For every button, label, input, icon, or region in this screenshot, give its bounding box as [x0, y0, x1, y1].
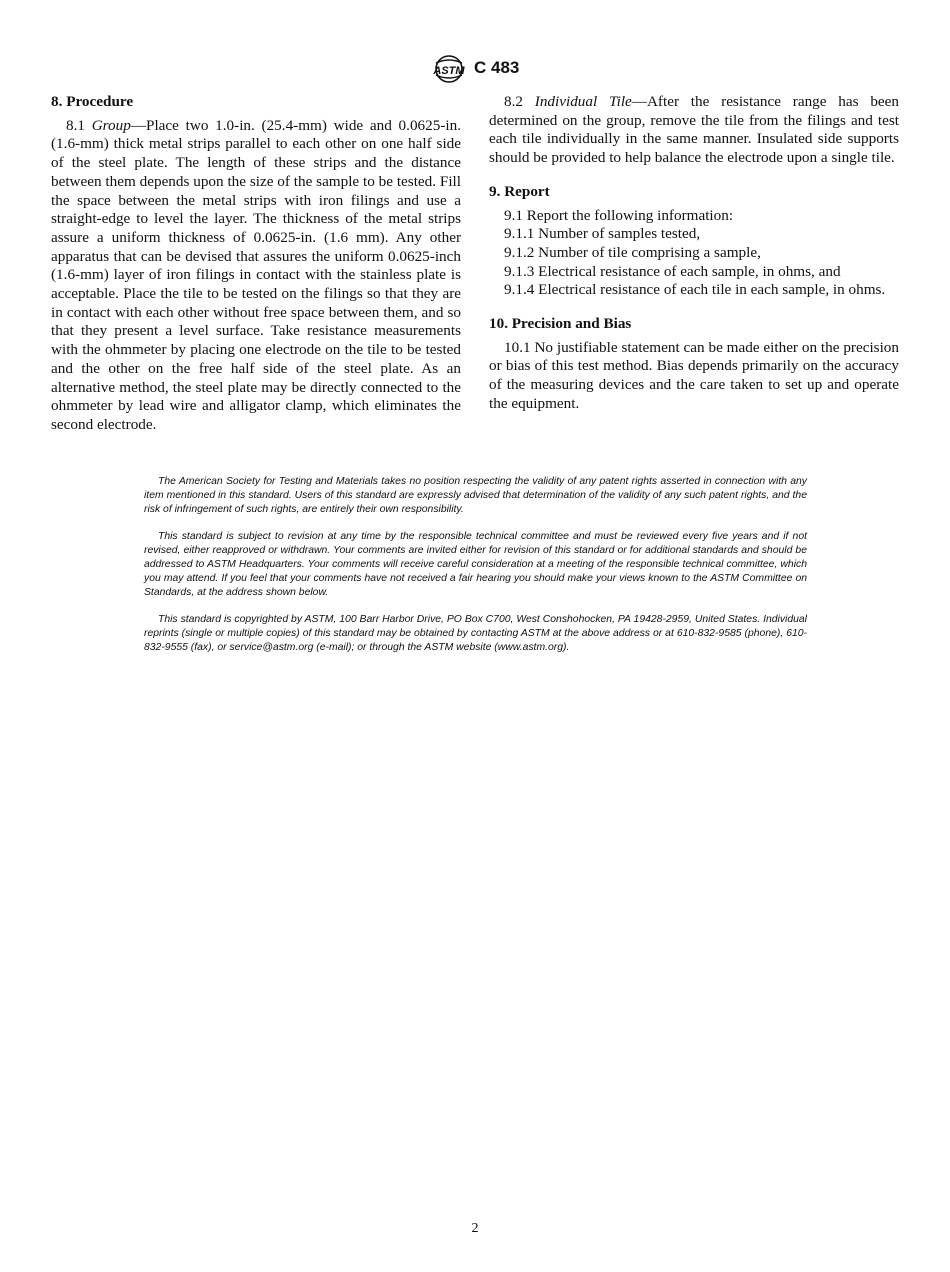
- revision-note: This standard is subject to revision at any time by the responsible technical committee and must be reviewed every five years and if not revised, either reapproved or withdrawn. Your comments are invited either for revision of this standard or for additional standards and should be addressed to ASTM Headquarters. Your comments will receive careful consideration at a meeting of the responsible technical committee, which you may attend. If you feel that your comments have not received a fair hearing you should make your views known to the ASTM Committee on Standards, at the address shown below.: [144, 531, 807, 598]
- svg-text:ASTM: ASTM: [433, 65, 465, 77]
- astm-logo-icon: [429, 53, 469, 85]
- page-number: 2: [471, 1221, 479, 1236]
- paragraph-9-1-2: 9.1.2 Number of tile comprising a sample,: [504, 243, 761, 261]
- patent-note: The American Society for Testing and Materials takes no position respecting the validity of any patent rights asserted in connection with any item mentioned in this standard. Users of this standard are expressly advised that determination of the validity of any such patent rights, and the risk of infringement of such rights, are entirely their own responsibility.: [144, 476, 807, 515]
- paragraph-8-2-text: —After the resistance range has been determined on the group, remove the tile from the filings and test each tile individually in the same manner. Insulated side supports should be provided to help balance the electrode upon a single tile.: [489, 93, 900, 167]
- right-column: [489, 93, 899, 414]
- paragraph-9-1: 9.1 Report the following information:: [504, 206, 734, 224]
- copyright-note: This standard is copyrighted by ASTM, 100 Barr Harbor Drive, PO Box C700, West Conshohocken, PA 19428-2959, United States. Individual reprints (single or multiple copies) of this standard may be obtained by contacting ASTM at the above address or at 610-832-9585 (phone), 610-832-9555 (fax), or service@astm.org (e-mail); or through the ASTM website (www.astm.org).: [144, 614, 807, 653]
- paragraph-8-2-term: Individual Tile: [534, 93, 632, 110]
- paragraph-8-1-number: 8.1: [66, 116, 92, 134]
- paragraph-8-1-text: —Place two 1.0-in. (25.4-mm) wide and 0.0625-in. (1.6-mm) thick metal strips parallel to each other on one half side of the steel plate. The length of these strips and the distance between them depends upon the size of the sample to be tested. Fill the space between the metal strips with iron filings and use a straight-edge to level the layer. The thickness of the metal strips assure a uniform thickness of 0.0625-in. (1.6 mm). Any other apparatus that can be devised that assures the uniform 0.0625-inch (1.6-mm) layer of iron filings in contact with the stainless plate is acceptable. Place the tile to be tested on the filings so that they are in contact with each other without free space between them, and so that they present a level surface. Take resistance measurements with the ohmmeter by placing one electrode on the tile to be tested and the other on the free half side of the steel plate. As an alternative method, the steel plate may be directly connected to the ohmmeter by lead wire and alligator clamp, which eliminates the second electrode.: [51, 116, 461, 433]
- designation: C 483: [474, 58, 520, 77]
- paragraph-8-2: [489, 93, 899, 168]
- section-9-heading: 9. Report: [489, 182, 550, 200]
- left-column: [51, 93, 461, 435]
- section-10-heading: 10. Precision and Bias: [489, 315, 632, 333]
- page-header: [0, 53, 950, 85]
- paragraph-9-1-4: 9.1.4 Electrical resistance of each tile in each sample, in ohms.: [504, 281, 886, 299]
- paragraph-10-1: 10.1 No justifiable statement can be made either on the precision or bias of this test method. Bias depends primarily on the accuracy of the measuring devices and the care taken to set up and operate the equipment.: [489, 338, 899, 412]
- section-8-heading: 8. Procedure: [51, 93, 134, 110]
- footer-notes: [144, 475, 807, 668]
- paragraph-8-2-number: 8.2: [504, 93, 535, 110]
- paragraph-9-1-3: 9.1.3 Electrical resistance of each sample, in ohms, and: [504, 262, 841, 280]
- paragraph-8-1-term: Group: [91, 116, 131, 134]
- paragraph-8-1: [51, 117, 461, 435]
- paragraph-9-1-1: 9.1.1 Number of samples tested,: [504, 225, 701, 243]
